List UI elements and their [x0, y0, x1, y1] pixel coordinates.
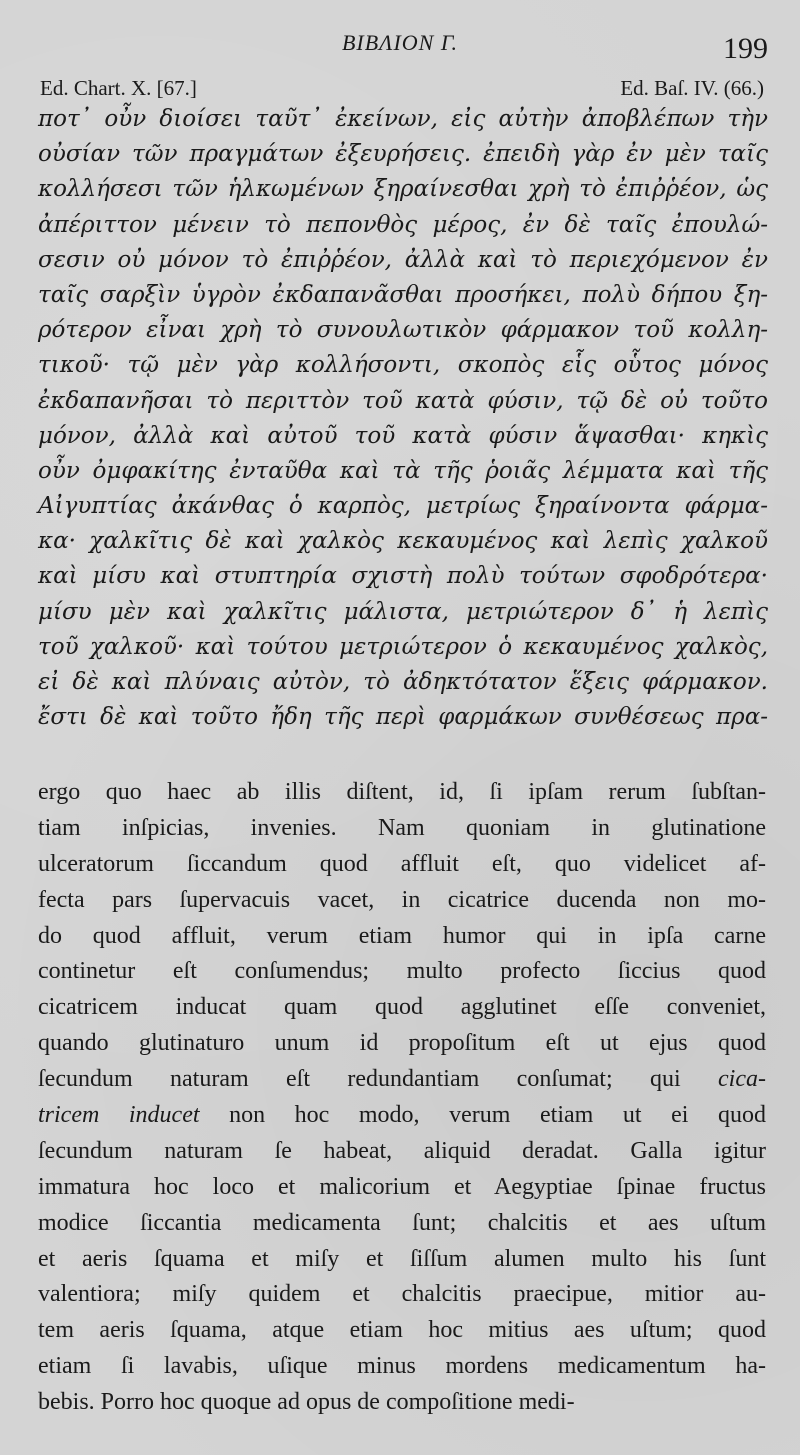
greek-line: Αἰγυπτίας ἀκάνθας ὁ καρπὸς, μετρίως ξηραίνοντα φάρμα- [38, 493, 768, 520]
greek-line: οὐσίαν τῶν πραγμάτων ἐξευρήσεις. ἐπειδὴ γὰρ ἐν μὲν ταῖς [38, 141, 768, 168]
latin-line: valentiora; miſy quidem et chalcitis praecipue, mitior au- [38, 1281, 766, 1308]
greek-text-block [38, 102, 768, 735]
latin-line: ulceratorum ſiccandum quod affluit eſt, quo videlicet af- [38, 850, 766, 877]
latin-line: et aeris ſquama et miſy et ſiſſum alumen multo his ſunt [38, 1245, 766, 1272]
latin-text-block [38, 775, 766, 1421]
greek-line: ἀπέριττον μένειν τὸ πεπονθὸς μέρος, ἐν δὲ ταῖς ἐπουλώ- [38, 211, 768, 238]
latin-line: cicatricem inducat quam quod agglutinet eſſe conveniet, [38, 994, 766, 1021]
latin-line: modice ſiccantia medicamenta ſunt; chalcitis et aes uſtum [38, 1209, 766, 1236]
greek-line: μόνον, ἀλλὰ καὶ αὐτοῦ τοῦ κατὰ φύσιν ἅψασθαι· κηκὶς [38, 422, 768, 449]
italic-phrase: tricem inducet [38, 1102, 200, 1129]
latin-line: immatura hoc loco et malicorium et Aegyptiae ſpinae fructus [38, 1173, 766, 1200]
greek-line: ἐκδαπανῆσαι τὸ περιττὸν τοῦ κατὰ φύσιν, τῷ δὲ οὐ τοῦτο [38, 387, 768, 414]
latin-line: do quod affluit, verum etiam humor qui in ipſa carne [38, 922, 766, 949]
latin-line: tiam inſpicias, invenies. Nam quoniam in glutinatione [38, 814, 766, 841]
greek-line: ἔστι δὲ καὶ τοῦτο ἤδη τῆς περὶ φαρμάκων συνθέσεως πρα- [38, 704, 768, 731]
greek-line: κολλήσεσι τῶν ἡλκωμένων ξηραίνεσθαι χρὴ τὸ ἐπιῤῥέον, ὡς [38, 176, 768, 203]
latin-line: tem aeris ſquama, atque etiam hoc mitius aes uſtum; quod [38, 1317, 766, 1344]
latin-line: continetur eſt conſumendus; multo profecto ſiccius quod [38, 958, 766, 985]
latin-line: ergo quo haec ab illis diſtent, id, ſi ipſam rerum ſubſtan- [38, 779, 766, 805]
greek-line: ρότερον εἶναι χρὴ τὸ συνουλωτικὸν φάρμακον τοῦ κολλη- [38, 317, 768, 344]
edition-reference-line [40, 76, 764, 101]
greek-line: σεσιν οὐ μόνον τὸ ἐπιῤῥέον, ἀλλὰ καὶ τὸ περιεχόμενον ἐν [38, 246, 768, 273]
greek-line: οὖν ὀμφακίτης ἐνταῦθα καὶ τὰ τῆς ῥοιᾶς λέμματα καὶ τῆς [38, 457, 768, 484]
greek-line: τικοῦ· τῷ μὲν γὰρ κολλήσοντι, σκοπὸς εἷς οὗτος μόνος [38, 352, 768, 379]
edition-reference-basel: Ed. Baſ. IV. (66.) [620, 76, 764, 100]
greek-line: κα· χαλκῖτις δὲ καὶ χαλκὸς κεκαυμένος καὶ λεπὶς χαλκοῦ [38, 528, 768, 555]
greek-line: μίσυ μὲν καὶ χαλκῖτις μάλιστα, μετριώτερον δ᾽ ἡ λεπὶς [38, 598, 768, 625]
latin-line: etiam ſi lavabis, uſique minus mordens medicamentum ha- [38, 1353, 766, 1380]
latin-line: ſecundum naturam ſe habeat, aliquid deradat. Galla igitur [38, 1137, 766, 1164]
latin-line: fecta pars ſupervacuis vacet, in cicatrice ducenda non mo- [38, 886, 766, 913]
latin-line: bebis. Porro hoc quoque ad opus de compoſitione medi- [38, 1389, 575, 1416]
italic-phrase: cica- [718, 1066, 766, 1093]
greek-line: ταῖς σαρξὶν ὑγρὸν ἐκδαπανᾶσθαι προσήκει, πολὺ δήπου ξη- [38, 281, 768, 308]
greek-line: τοῦ χαλκοῦ· καὶ τούτου μετριώτερον ὁ κεκαυμένος χαλκὸς, [38, 633, 768, 660]
page-number: 199 [723, 32, 768, 65]
greek-line: καὶ μίσυ καὶ στυπτηρία σχιστὴ πολὺ τούτων σφοδρότερα· [38, 563, 768, 590]
greek-line: εἰ δὲ καὶ πλύναις αὐτὸν, τὸ ἀδηκτότατον ἕξεις φάρμακον. [38, 669, 768, 695]
latin-line: quando glutinaturo unum id propoſitum eſt ut ejus quod [38, 1030, 766, 1057]
running-head: BIBΛΙΟΝ Γ. [341, 30, 459, 55]
latin-line: tricem inducet non hoc modo, verum etiam ut ei quod [38, 1102, 767, 1129]
edition-reference-chartier: Ed. Chart. X. [67.] [40, 76, 197, 100]
latin-line: ſecundum naturam eſt redundantiam conſumat; qui cica- [38, 1066, 766, 1093]
greek-line: ποτ᾽ οὖν διοίσει ταῦτ᾽ ἐκείνων, εἰς αὐτὴν ἀποβλέπων τὴν [38, 106, 768, 132]
